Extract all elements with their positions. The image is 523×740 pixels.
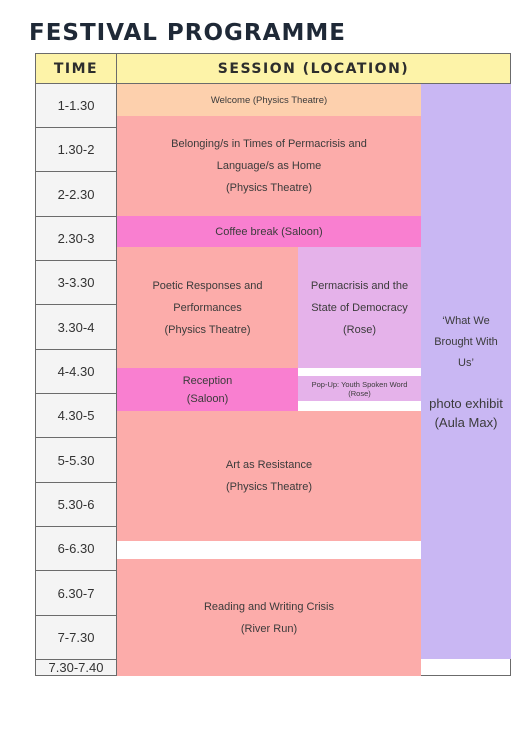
session-poetic-responses [117,247,298,368]
time-cell: 5.30-6 [35,483,117,527]
session-text: Poetic Responses and [152,279,263,292]
session-reception [117,368,298,411]
session-belonging [117,116,421,216]
session-text: (Aula Max) [434,415,498,430]
session-text: (Rose) [342,323,376,336]
time-cell: 4.30-5 [35,394,117,438]
session-text: ‘What We [442,315,490,327]
time-cell: 1-1.30 [35,84,117,128]
time-cell: 6-6.30 [35,527,117,571]
session-text: Us’ [458,357,474,369]
session-text: Welcome (Physics Theatre) [210,94,328,106]
time-column-header: TIME [35,53,117,84]
time-cell: 3-3.30 [35,261,117,305]
time-cell: 2.30-3 [35,217,117,261]
session-text: State of Democracy [311,301,408,314]
session-text: (Physics Theatre) [226,481,312,493]
session-text: Reading and Writing Crisis [203,600,335,613]
session-text: photo exhibit [429,396,503,411]
session-text: Performances [173,301,242,314]
session-text: (Physics Theatre) [226,182,312,194]
time-cell: 7.30-7.40 [35,660,117,676]
session-text: (Physics Theatre) [164,323,251,336]
session-text: Language/s as Home [216,160,322,172]
session-text: Pop-Up: Youth Spoken Word [311,379,408,389]
session-text: (River Run) [240,622,298,635]
session-permacrisis [298,247,421,368]
session-text: (Saloon) [186,392,229,405]
time-cell: 5-5.30 [35,438,117,483]
time-cell: 7-7.30 [35,616,117,660]
session-column-header: SESSION (LOCATION) [116,53,511,84]
session-text: Belonging/s in Times of Permacrisis and [171,138,367,150]
session-text: Coffee break (Saloon) [215,225,323,238]
session-reading-writing-crisis [117,559,421,676]
session-photo-exhibit [421,84,511,659]
session-popup-spoken-word [298,376,421,401]
session-welcome [117,84,421,116]
session-coffee-break [117,216,421,247]
time-cell: 3.30-4 [35,305,117,350]
session-art-as-resistance [117,411,421,541]
time-cell: 2-2.30 [35,172,117,217]
session-text: Art as Resistance [225,459,313,471]
page-title: FESTIVAL PROGRAMME [29,20,346,46]
time-cell: 1.30-2 [35,128,117,172]
session-text: (Rose) [348,388,371,398]
session-text: Reception [182,374,233,387]
time-cell: 4-4.30 [35,350,117,394]
time-cell: 6.30-7 [35,571,117,616]
session-text: Permacrisis and the [310,279,409,292]
session-text: Brought With [434,336,498,348]
